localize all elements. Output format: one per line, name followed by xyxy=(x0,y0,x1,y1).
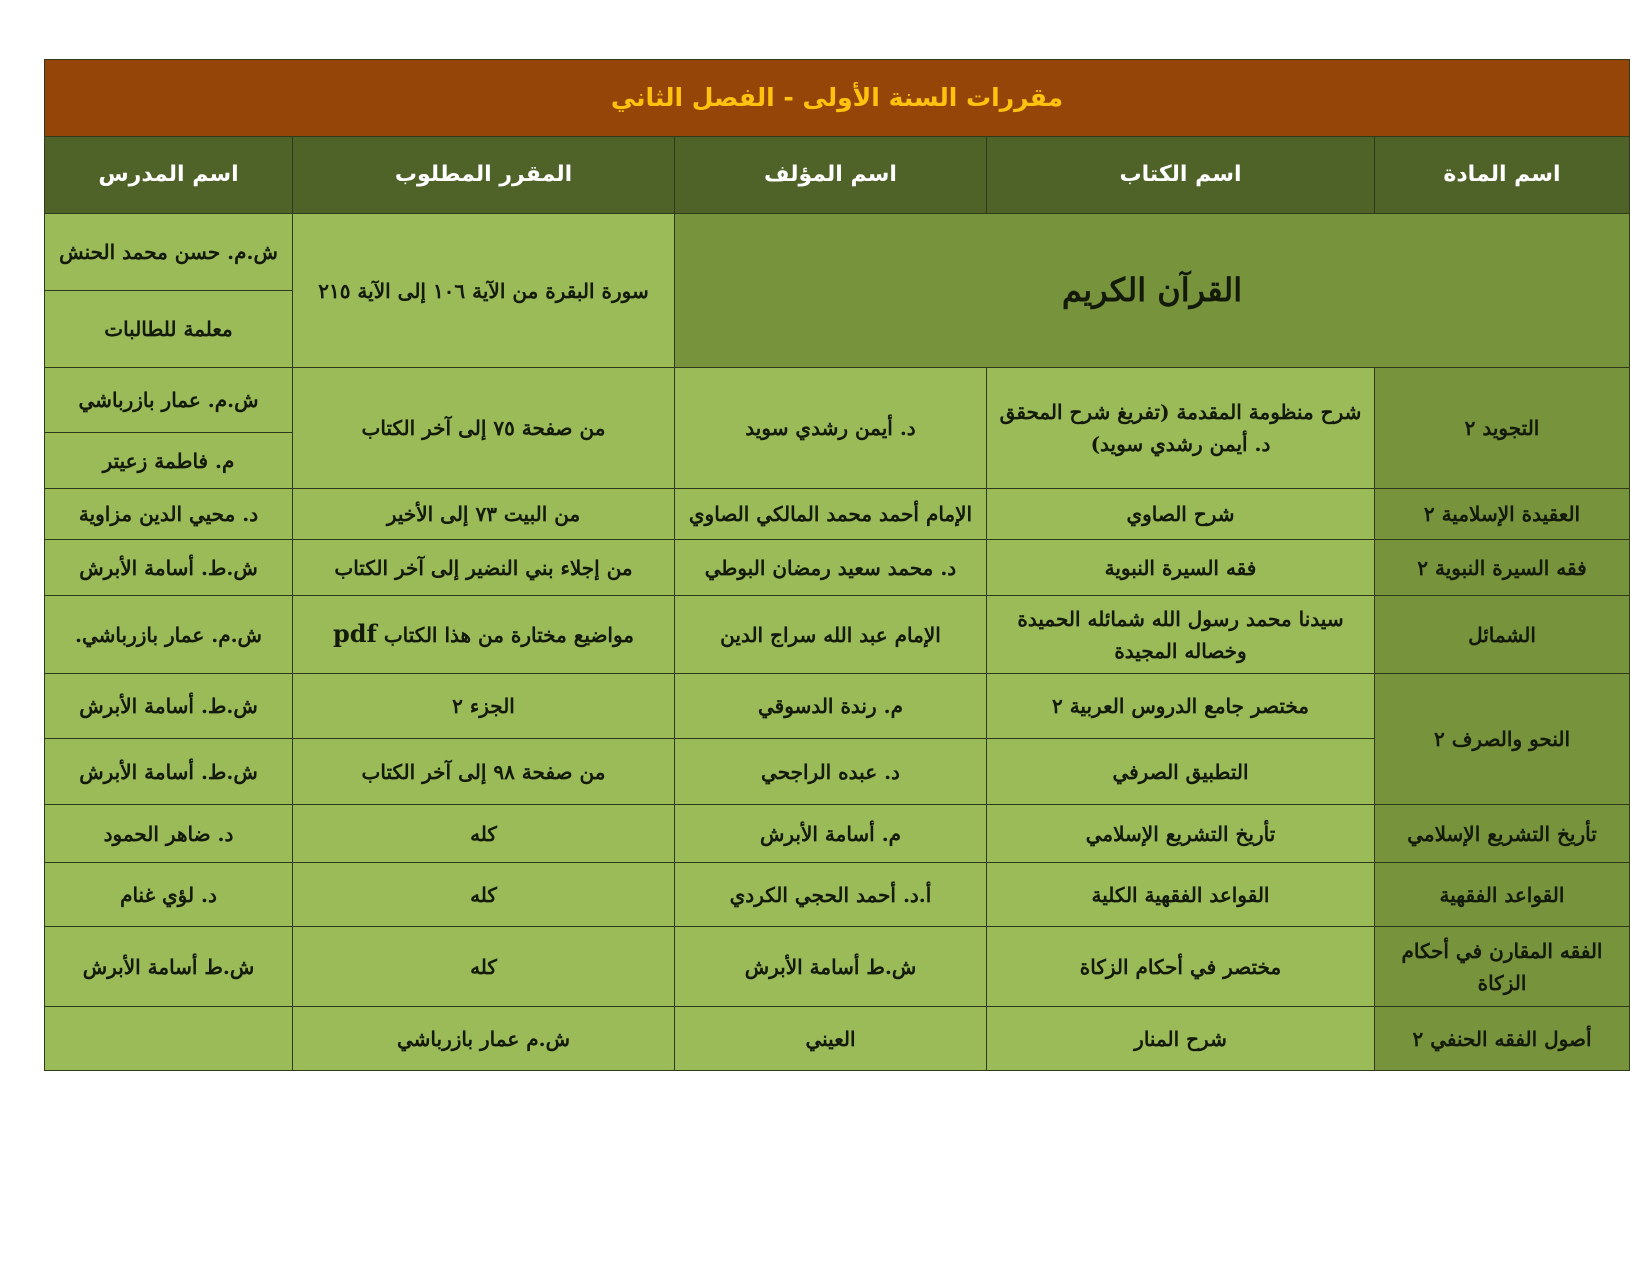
book-cell: سيدنا محمد رسول الله شمائله الحميدة وخصاله المجيدة xyxy=(987,596,1375,674)
quran-teacher-cell-2: معلمة للطالبات xyxy=(45,291,293,368)
subject-cell: النحو والصرف ٢ xyxy=(1375,674,1630,805)
author-cell: الإمام عبد الله سراج الدين xyxy=(675,596,987,674)
required-cell: كله xyxy=(293,927,675,1007)
teacher-cell: ش.م. عمار بازرباشي. xyxy=(45,596,293,674)
table-row xyxy=(45,674,1630,739)
table-row xyxy=(45,540,1630,596)
subject-cell: أصول الفقه الحنفي ٢ xyxy=(1375,1007,1630,1071)
table-row xyxy=(45,863,1630,927)
author-cell: أ.د. أحمد الحجي الكردي xyxy=(675,863,987,927)
subject-cell: فقه السيرة النبوية ٢ xyxy=(1375,540,1630,596)
quran-required-cell: سورة البقرة من الآية ١٠٦ إلى الآية ٢١٥ xyxy=(293,214,675,368)
courses-table xyxy=(44,59,1630,1071)
subject-cell: تأريخ التشريع الإسلامي xyxy=(1375,805,1630,863)
book-cell: تأريخ التشريع الإسلامي xyxy=(987,805,1375,863)
required-cell: ش.م عمار بازرباشي xyxy=(293,1007,675,1071)
required-cell: من البيت ٧٣ إلى الأخير xyxy=(293,489,675,540)
author-cell: د. عبده الراجحي xyxy=(675,739,987,805)
author-cell: د. أيمن رشدي سويد xyxy=(675,368,987,489)
book-cell: مختصر جامع الدروس العربية ٢ xyxy=(987,674,1375,739)
header-row xyxy=(45,137,1630,214)
table-row xyxy=(45,214,1630,291)
teacher-cell-2: م. فاطمة زعيتر xyxy=(45,433,293,489)
author-cell: د. محمد سعيد رمضان البوطي xyxy=(675,540,987,596)
header-author: اسم المؤلف xyxy=(675,137,987,214)
quran-subject-cell: القرآن الكريم xyxy=(675,214,1630,368)
header-book: اسم الكتاب xyxy=(987,137,1375,214)
author-cell: م. رندة الدسوقي xyxy=(675,674,987,739)
teacher-cell: ش.ط أسامة الأبرش xyxy=(45,927,293,1007)
subject-cell: القواعد الفقهية xyxy=(1375,863,1630,927)
book-cell: شرح المنار xyxy=(987,1007,1375,1071)
table-row xyxy=(45,1007,1630,1071)
author-cell: الإمام أحمد محمد المالكي الصاوي xyxy=(675,489,987,540)
required-cell: كله xyxy=(293,805,675,863)
author-cell: العيني xyxy=(675,1007,987,1071)
required-cell: من صفحة ٧٥ إلى آخر الكتاب xyxy=(293,368,675,489)
subject-cell: الفقه المقارن في أحكام الزكاة xyxy=(1375,927,1630,1007)
table-row xyxy=(45,596,1630,674)
author-cell: ش.ط أسامة الأبرش xyxy=(675,927,987,1007)
subject-cell: الشمائل xyxy=(1375,596,1630,674)
header-teacher: اسم المدرس xyxy=(45,137,293,214)
subject-cell: العقيدة الإسلامية ٢ xyxy=(1375,489,1630,540)
teacher-cell: ش.ط. أسامة الأبرش xyxy=(45,540,293,596)
pdf-label: pdf xyxy=(332,619,377,649)
table-title: مقررات السنة الأولى - الفصل الثاني xyxy=(45,60,1630,137)
quran-teacher-cell: ش.م. حسن محمد الحنش xyxy=(45,214,293,291)
table-row xyxy=(45,927,1630,1007)
table-row xyxy=(45,489,1630,540)
book-cell: القواعد الفقهية الكلية xyxy=(987,863,1375,927)
teacher-cell: ش.ط. أسامة الأبرش xyxy=(45,674,293,739)
book-cell: فقه السيرة النبوية xyxy=(987,540,1375,596)
book-cell: شرح منظومة المقدمة (تفريغ شرح المحقق د. أيمن رشدي سويد) xyxy=(987,368,1375,489)
header-required: المقرر المطلوب xyxy=(293,137,675,214)
table-row xyxy=(45,805,1630,863)
teacher-cell xyxy=(45,1007,293,1071)
table-row xyxy=(45,368,1630,433)
teacher-cell: ش.م. عمار بازرباشي xyxy=(45,368,293,433)
teacher-cell: د. لؤي غنام xyxy=(45,863,293,927)
book-cell: مختصر في أحكام الزكاة xyxy=(987,927,1375,1007)
teacher-cell: د. ضاهر الحمود xyxy=(45,805,293,863)
title-row xyxy=(45,60,1630,137)
teacher-cell: ش.ط. أسامة الأبرش xyxy=(45,739,293,805)
header-subject: اسم المادة xyxy=(1375,137,1630,214)
required-cell xyxy=(293,596,675,674)
required-cell: كله xyxy=(293,863,675,927)
required-cell: الجزء ٢ xyxy=(293,674,675,739)
subject-cell: التجويد ٢ xyxy=(1375,368,1630,489)
book-cell: التطبيق الصرفي xyxy=(987,739,1375,805)
required-cell: من إجلاء بني النضير إلى آخر الكتاب xyxy=(293,540,675,596)
author-cell: م. أسامة الأبرش xyxy=(675,805,987,863)
required-cell: من صفحة ٩٨ إلى آخر الكتاب xyxy=(293,739,675,805)
required-text: مواضيع مختارة من هذا الكتاب xyxy=(383,623,635,648)
teacher-cell: د. محيي الدين مزاوية xyxy=(45,489,293,540)
book-cell: شرح الصاوي xyxy=(987,489,1375,540)
